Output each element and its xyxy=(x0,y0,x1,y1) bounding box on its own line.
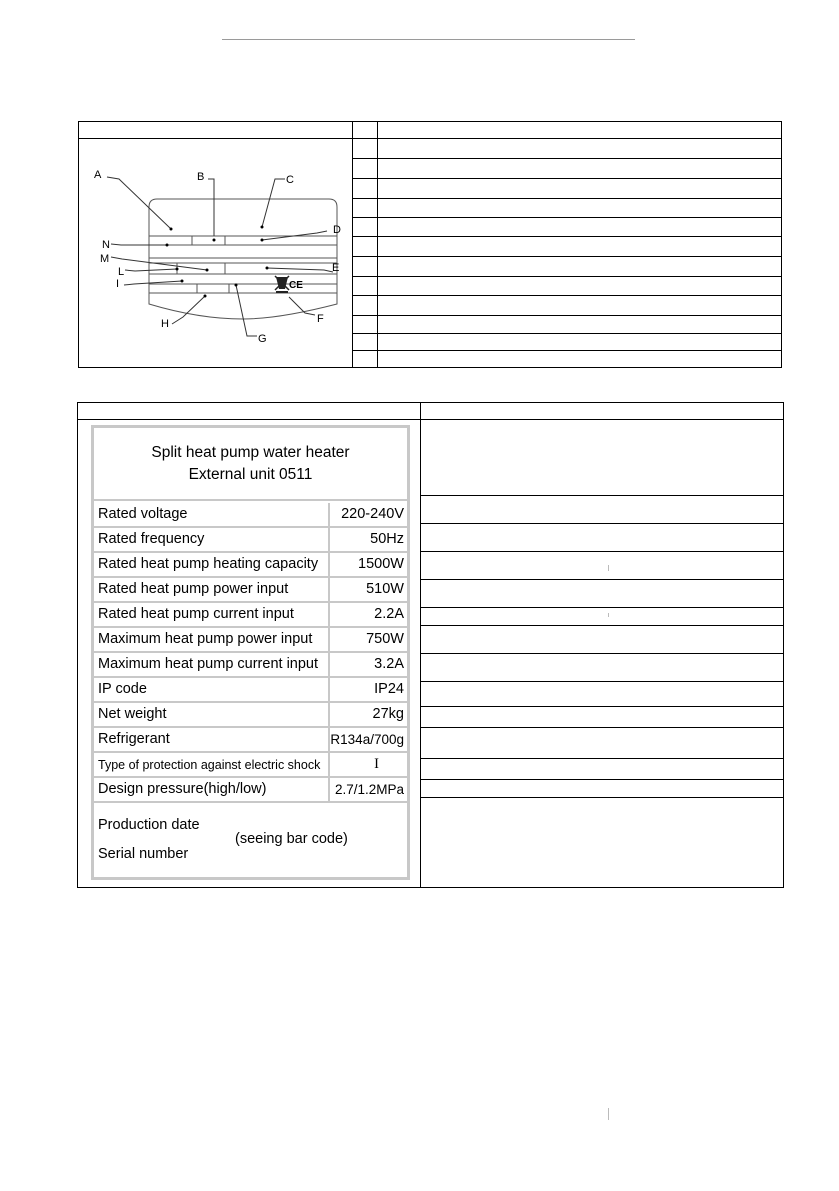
spec-row xyxy=(94,653,407,678)
t1-index-cell xyxy=(353,139,378,159)
t2-right-cell xyxy=(421,759,784,780)
callout-letter: L xyxy=(118,266,125,278)
scan-artifact xyxy=(608,565,609,571)
spec-row xyxy=(94,578,407,603)
label-diagram-cell xyxy=(79,139,353,368)
t2-right-cell xyxy=(421,780,784,798)
label-diagram xyxy=(79,139,353,371)
spec-key: Refrigerant xyxy=(98,731,170,747)
callout-letter: N xyxy=(102,239,110,251)
t1-index-cell xyxy=(353,277,378,296)
spec-key: Rated voltage xyxy=(98,506,188,522)
t1-index-cell xyxy=(353,199,378,218)
spec-value: 3.2A xyxy=(374,656,404,672)
t1-desc-cell xyxy=(378,199,782,218)
spec-key: Maximum heat pump current input xyxy=(98,656,319,672)
callout-letter: M xyxy=(100,253,110,265)
spec-key: Rated heat pump heating capacity xyxy=(98,556,319,572)
spec-value: I xyxy=(374,756,379,772)
spec-value: R134a/700g xyxy=(330,732,404,747)
spec-value: 220-240V xyxy=(341,506,404,522)
spec-row xyxy=(94,728,407,753)
spec-value: 750W xyxy=(366,631,404,647)
t1-desc-cell xyxy=(378,351,782,368)
t1-desc-cell xyxy=(378,316,782,334)
t2-header-right xyxy=(421,403,784,420)
t1-desc-cell xyxy=(378,237,782,257)
spec-row xyxy=(94,628,407,653)
t2-right-cell xyxy=(421,524,784,552)
spec-key: Rated heat pump current input xyxy=(98,606,294,622)
t1-index-cell xyxy=(353,351,378,368)
spec-key: Type of protection against electric shock xyxy=(98,758,321,772)
nameplate-image xyxy=(91,425,410,880)
spec-value: 27kg xyxy=(372,706,404,722)
t2-right-cell xyxy=(421,580,784,608)
nameplate-title-block xyxy=(94,428,407,501)
callout-letter: I xyxy=(116,278,120,290)
t1-index-cell xyxy=(353,296,378,316)
t1-desc-cell xyxy=(378,179,782,199)
t2-right-cell xyxy=(421,654,784,682)
t1-index-cell xyxy=(353,334,378,351)
t1-index-cell xyxy=(353,218,378,237)
spec-key: Design pressure(high/low) xyxy=(98,781,267,797)
callout-letter: B xyxy=(197,171,205,183)
t2-right-cell xyxy=(421,552,784,580)
callout-letter: G xyxy=(258,333,267,345)
spec-value: 2.2A xyxy=(374,606,404,622)
label-diagram-table xyxy=(78,121,782,368)
t1-desc-cell xyxy=(378,277,782,296)
spec-value: 2.7/1.2MPa xyxy=(334,782,404,797)
spec-row xyxy=(94,553,407,578)
t1-index-cell xyxy=(353,257,378,277)
t1-desc-cell xyxy=(378,139,782,159)
spec-key: Rated frequency xyxy=(98,531,205,547)
callout-letter: C xyxy=(286,174,294,186)
t1-desc-cell xyxy=(378,296,782,316)
spec-value: 50Hz xyxy=(370,531,404,547)
spec-row xyxy=(94,778,407,803)
t1-index-cell xyxy=(353,179,378,199)
callout-letter: H xyxy=(161,318,169,330)
spec-row xyxy=(94,503,407,528)
callout-letter: E xyxy=(332,262,340,274)
t1-header-left xyxy=(79,122,353,139)
spec-row xyxy=(94,528,407,553)
ce-mark: CE xyxy=(289,280,303,291)
serial-number-label: Serial number xyxy=(98,846,189,862)
t2-right-cell xyxy=(421,728,784,759)
t1-desc-cell xyxy=(378,159,782,179)
t1-header-mid xyxy=(353,122,378,139)
t2-right-cell xyxy=(421,608,784,626)
t1-desc-cell xyxy=(378,257,782,277)
callout-letter: A xyxy=(94,169,102,181)
t1-desc-cell xyxy=(378,218,782,237)
spec-row xyxy=(94,753,407,778)
spec-value: 510W xyxy=(366,581,404,597)
spec-key: Maximum heat pump power input xyxy=(98,631,313,647)
scan-artifact xyxy=(608,613,609,617)
t2-right-cell xyxy=(421,707,784,728)
t2-right-cell xyxy=(421,626,784,654)
t1-desc-cell xyxy=(378,334,782,351)
spec-key: Net weight xyxy=(98,706,167,722)
callout-letter: D xyxy=(333,224,341,236)
nameplate-subtitle: External unit 0511 xyxy=(188,466,313,483)
spec-key: Rated heat pump power input xyxy=(98,581,289,597)
t2-right-cell xyxy=(421,798,784,888)
production-date-label: Production date xyxy=(98,817,200,833)
production-block xyxy=(94,805,407,877)
spec-key: IP code xyxy=(98,681,147,697)
t1-index-cell xyxy=(353,237,378,257)
spec-row xyxy=(94,603,407,628)
t2-right-cell xyxy=(421,496,784,524)
barcode-note: (seeing bar code) xyxy=(235,831,348,847)
nameplate-table xyxy=(77,402,784,888)
t1-header-right xyxy=(378,122,782,139)
callout-letter: F xyxy=(317,313,324,325)
t2-right-cell xyxy=(421,682,784,707)
spec-row xyxy=(94,703,407,728)
spec-row xyxy=(94,678,407,703)
spec-value: 1500W xyxy=(358,556,404,572)
scan-artifact xyxy=(608,1108,609,1120)
t2-right-cell xyxy=(421,420,784,496)
t1-index-cell xyxy=(353,159,378,179)
spec-value: IP24 xyxy=(374,681,404,697)
plate-outline xyxy=(149,199,340,319)
t2-header-left xyxy=(78,403,421,420)
nameplate-cell xyxy=(78,420,421,888)
t1-index-cell xyxy=(353,316,378,334)
header-rule xyxy=(222,39,635,40)
nameplate-title: Split heat pump water heater xyxy=(151,444,350,461)
